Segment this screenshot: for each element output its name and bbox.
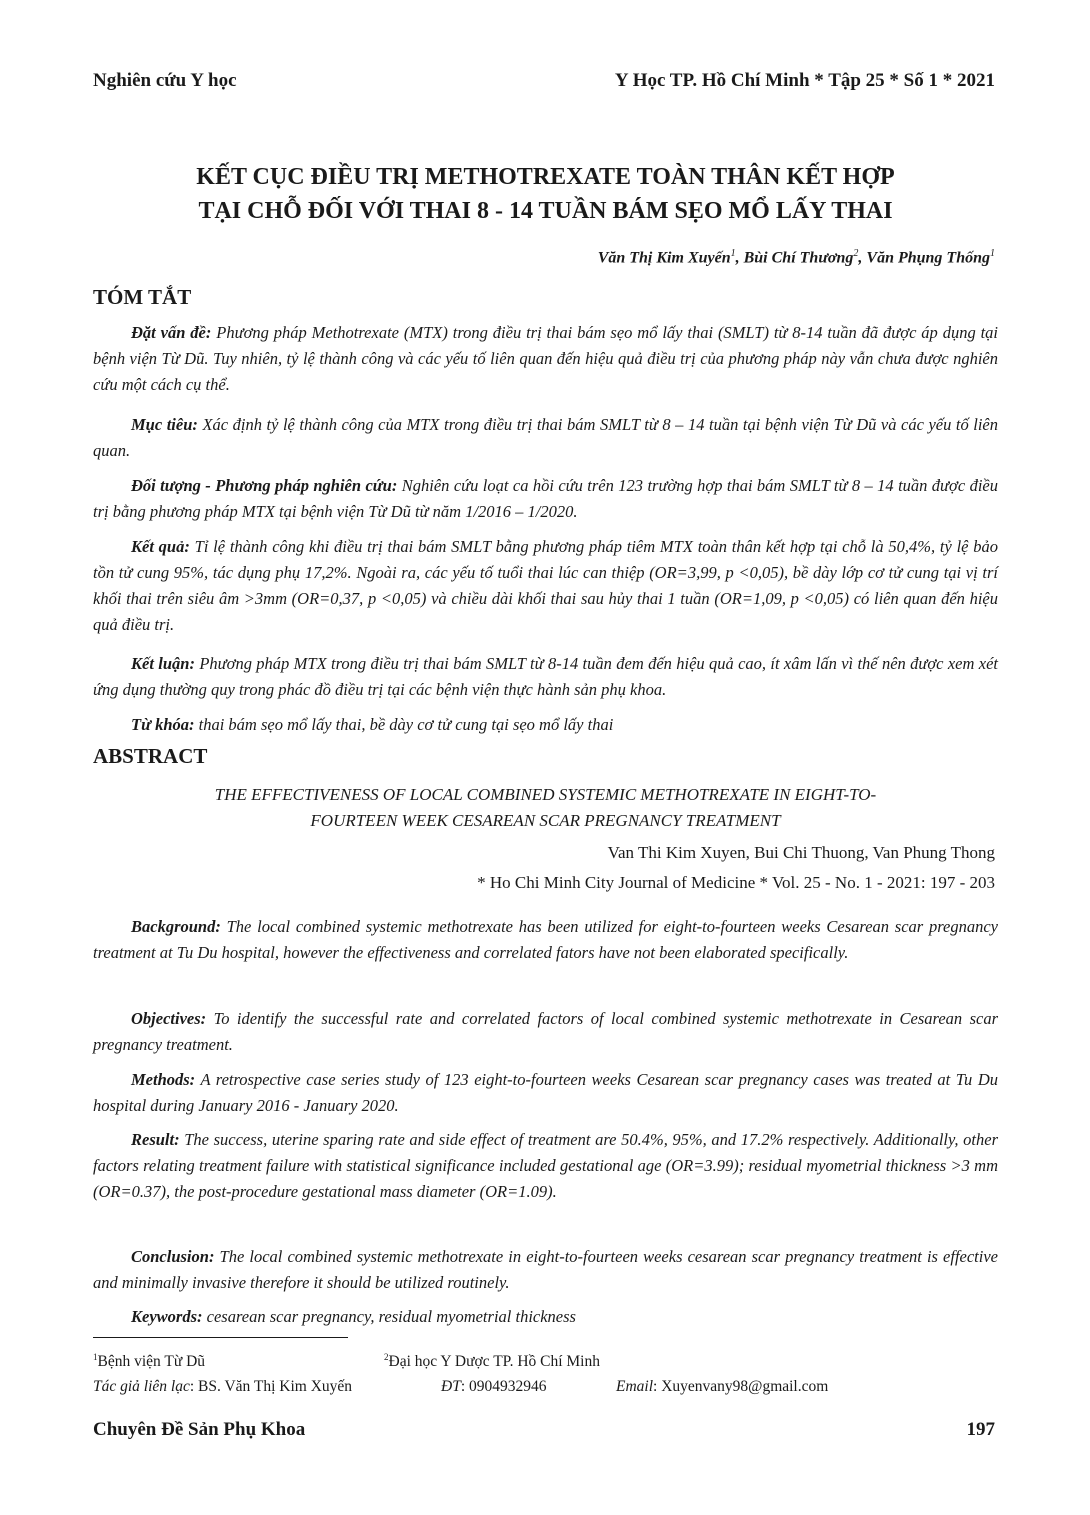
running-footer-left: Chuyên Đề Sản Phụ Khoa — [93, 1419, 306, 1440]
journal-citation: * Ho Chi Minh City Journal of Medicine * Vol. 25 - No. 1 - 2021: 197 - 203 — [477, 873, 995, 892]
author-list-vn: Văn Thị Kim Xuyến$^1$, Bùi Chí Thương$^2$, Văn Phụng Thống$^1$ — [597, 248, 995, 267]
summary-background-text: Phương pháp Methotrexate (MTX) trong điều trị thai bám sẹo mổ lấy thai (SMLT) từ 8-14 tuần đã được áp dụng tại bệnh viện Từ Dũ. Tuy nhiên, tỷ lệ thành công và các yếu tố liên quan đến hiệu quả điều trị của phương pháp này vẫn chưa được nghiên cứu một cách cụ thể. — [93, 323, 998, 394]
author-2-affiliation: 2 — [853, 248, 859, 259]
corresponding-phone — [441, 1378, 547, 1396]
summary-objective-label: Mục tiêu: — [131, 415, 198, 434]
author-3-affiliation: 1 — [990, 248, 995, 259]
affiliation-2-marker: 2 — [384, 1352, 389, 1362]
abstract-objectives-text: To identify the successful rate and correlated factors of local combined systemic methotrexate in Cesarean scar pregnancy treatment. — [93, 1009, 999, 1054]
affiliation-1-text: Bệnh viện Từ Dũ — [97, 1353, 206, 1371]
abstract-background — [93, 914, 998, 966]
abstract-conclusion-label: Conclusion: — [131, 1247, 215, 1266]
abstract-methods — [93, 1067, 998, 1119]
phone-label: ĐT — [441, 1378, 461, 1395]
summary-keywords-label: Từ khóa: — [131, 715, 195, 734]
english-title — [93, 782, 998, 834]
abstract-heading: ABSTRACT — [93, 744, 208, 768]
abstract-methods-text: A retrospective case series study of 123 eight-to-fourteen weeks Cesarean scar pregnancy cases was treated at Tu Du hospital during January 2016 - January 2020. — [93, 1070, 999, 1115]
abstract-conclusion-text: The local combined systemic methotrexate in eight-to-fourteen weeks cesarean scar pregnancy treatment is effective and minimally invasive therefore it should be utilized routinely. — [93, 1247, 998, 1292]
running-header-left: Nghiên cứu Y học — [93, 70, 237, 91]
affiliation-1-marker: 1 — [93, 1352, 98, 1362]
author-list-en: Van Thi Kim Xuyen, Bui Chi Thuong, Van Phung Thong — [607, 843, 995, 862]
english-title-line-1: THE EFFECTIVENESS OF LOCAL COMBINED SYSTEMIC METHOTREXATE IN EIGHT-TO- — [214, 785, 877, 804]
abstract-objectives-label: Objectives: — [131, 1009, 207, 1028]
summary-heading: TÓM TẮT — [93, 285, 192, 309]
abstract-result — [93, 1127, 998, 1205]
running-header-right: Y Học TP. Hồ Chí Minh * Tập 25 * Số 1 * 2021 — [614, 70, 995, 91]
footnote-divider — [93, 1337, 348, 1338]
corresponding-author-name: : BS. Văn Thị Kim Xuyến — [189, 1378, 353, 1395]
corresponding-author-label: Tác giả liên lạc — [93, 1378, 190, 1395]
abstract-conclusion — [93, 1244, 998, 1296]
affiliation-1 — [93, 1352, 205, 1371]
author-1: Văn Thị Kim Xuyến — [597, 249, 731, 267]
summary-keywords — [93, 712, 998, 738]
abstract-methods-label: Methods: — [131, 1070, 196, 1089]
summary-methods-label: Đối tượng - Phương pháp nghiên cứu: — [131, 476, 398, 495]
page-number: 197 — [966, 1419, 995, 1440]
summary-conclusion-text: Phương pháp MTX trong điều trị thai bám SMLT từ 8-14 tuần đem đến hiệu quả cao, ít xâm lấn vì thế nên được xem xét ứng dụng thường quy trong phác đồ điều trị tại các bệnh viện thực hành sản phụ khoa. — [93, 654, 998, 699]
summary-conclusion-label: Kết luận: — [131, 654, 195, 673]
summary-background-label: Đặt vấn đề: — [131, 323, 212, 342]
affiliation-2 — [384, 1352, 600, 1371]
email-label: Email — [616, 1378, 654, 1395]
article-title-line-1: KẾT CỤC ĐIỀU TRỊ METHOTREXATE TOÀN THÂN KẾT HỢP — [196, 164, 895, 190]
article-title — [93, 160, 998, 228]
summary-conclusion — [93, 651, 998, 703]
english-title-line-2: FOURTEEN WEEK CESAREAN SCAR PREGNANCY TREATMENT — [310, 811, 781, 830]
summary-results — [93, 534, 998, 638]
abstract-keywords-text: cesarean scar pregnancy, residual myometrial thickness — [206, 1307, 576, 1326]
abstract-result-text: The success, uterine sparing rate and side effect of treatment are 50.4%, 95%, and 17.2% respectively. Additionally, other factors relating treatment failure with statistical significance included gestational age (OR=3.99); residual myometrial thickness >3 mm (OR=0.37), the post-procedure gestational mass diameter (OR=1.09). — [93, 1130, 998, 1201]
summary-background — [93, 320, 998, 398]
abstract-objectives — [93, 1006, 998, 1058]
summary-results-text: Tỉ lệ thành công khi điều trị thai bám SMLT bằng phương pháp tiêm MTX toàn thân kết hợp tại chỗ là 50,4%, tỷ lệ bảo tồn tử cung 95%, tác dụng phụ 17,2%. Ngoài ra, các yếu tố tuổi thai lúc can thiệp (OR=3,99, p <0,05), bề dày lớp cơ tử cung tại vị trí khối thai trên siêu âm >3mm (OR=0,37, p <0,05) và chiều dài khối thai sau hủy thai 1 tuần (OR=1,09, p <0,05) có liên quan đến hiệu quả điều trị. — [93, 537, 999, 634]
summary-methods-text: Nghiên cứu loạt ca hồi cứu trên 123 trường hợp thai bám SMLT từ 8 – 14 tuần được điều trị bằng phương pháp MTX tại bệnh viện Từ Dũ từ năm 1/2016 – 1/2020. — [93, 476, 998, 521]
author-1-affiliation: 1 — [730, 248, 736, 259]
abstract-keywords — [93, 1304, 998, 1330]
article-title-line-2: TẠI CHỖ ĐỐI VỚI THAI 8 - 14 TUẦN BÁM SẸO MỔ LẤY THAI — [198, 198, 893, 224]
abstract-result-label: Result: — [131, 1130, 180, 1149]
email-address[interactable]: : Xuyenvany98@gmail.com — [653, 1378, 829, 1395]
abstract-background-text: The local combined systemic methotrexate has been utilized for eight-to-fourteen weeks Cesarean scar pregnancy treatment at Tu Du hospital, however the effectiveness and correlated fators have not been elaborated specifically. — [93, 917, 998, 962]
author-3: Văn Phụng Thống — [866, 249, 990, 267]
summary-objective-text: Xác định tỷ lệ thành công của MTX trong điều trị thai bám SMLT từ 8 – 14 tuần tại bệnh viện Từ Dũ và các yếu tố liên quan. — [93, 415, 999, 460]
abstract-background-label: Background: — [131, 917, 221, 936]
corresponding-email — [616, 1378, 828, 1396]
summary-keywords-text: thai bám sẹo mổ lấy thai, bề dày cơ tử cung tại sẹo mổ lấy thai — [198, 715, 614, 734]
affiliation-2-text: Đại học Y Dược TP. Hồ Chí Minh — [388, 1353, 600, 1371]
summary-objective — [93, 412, 998, 464]
abstract-keywords-label: Keywords: — [131, 1307, 203, 1326]
summary-results-label: Kết quả: — [131, 537, 190, 556]
phone-number: : 0904932946 — [460, 1378, 547, 1395]
summary-methods — [93, 473, 998, 525]
author-2: Bùi Chí Thương — [743, 249, 854, 267]
corresponding-author — [93, 1378, 352, 1396]
